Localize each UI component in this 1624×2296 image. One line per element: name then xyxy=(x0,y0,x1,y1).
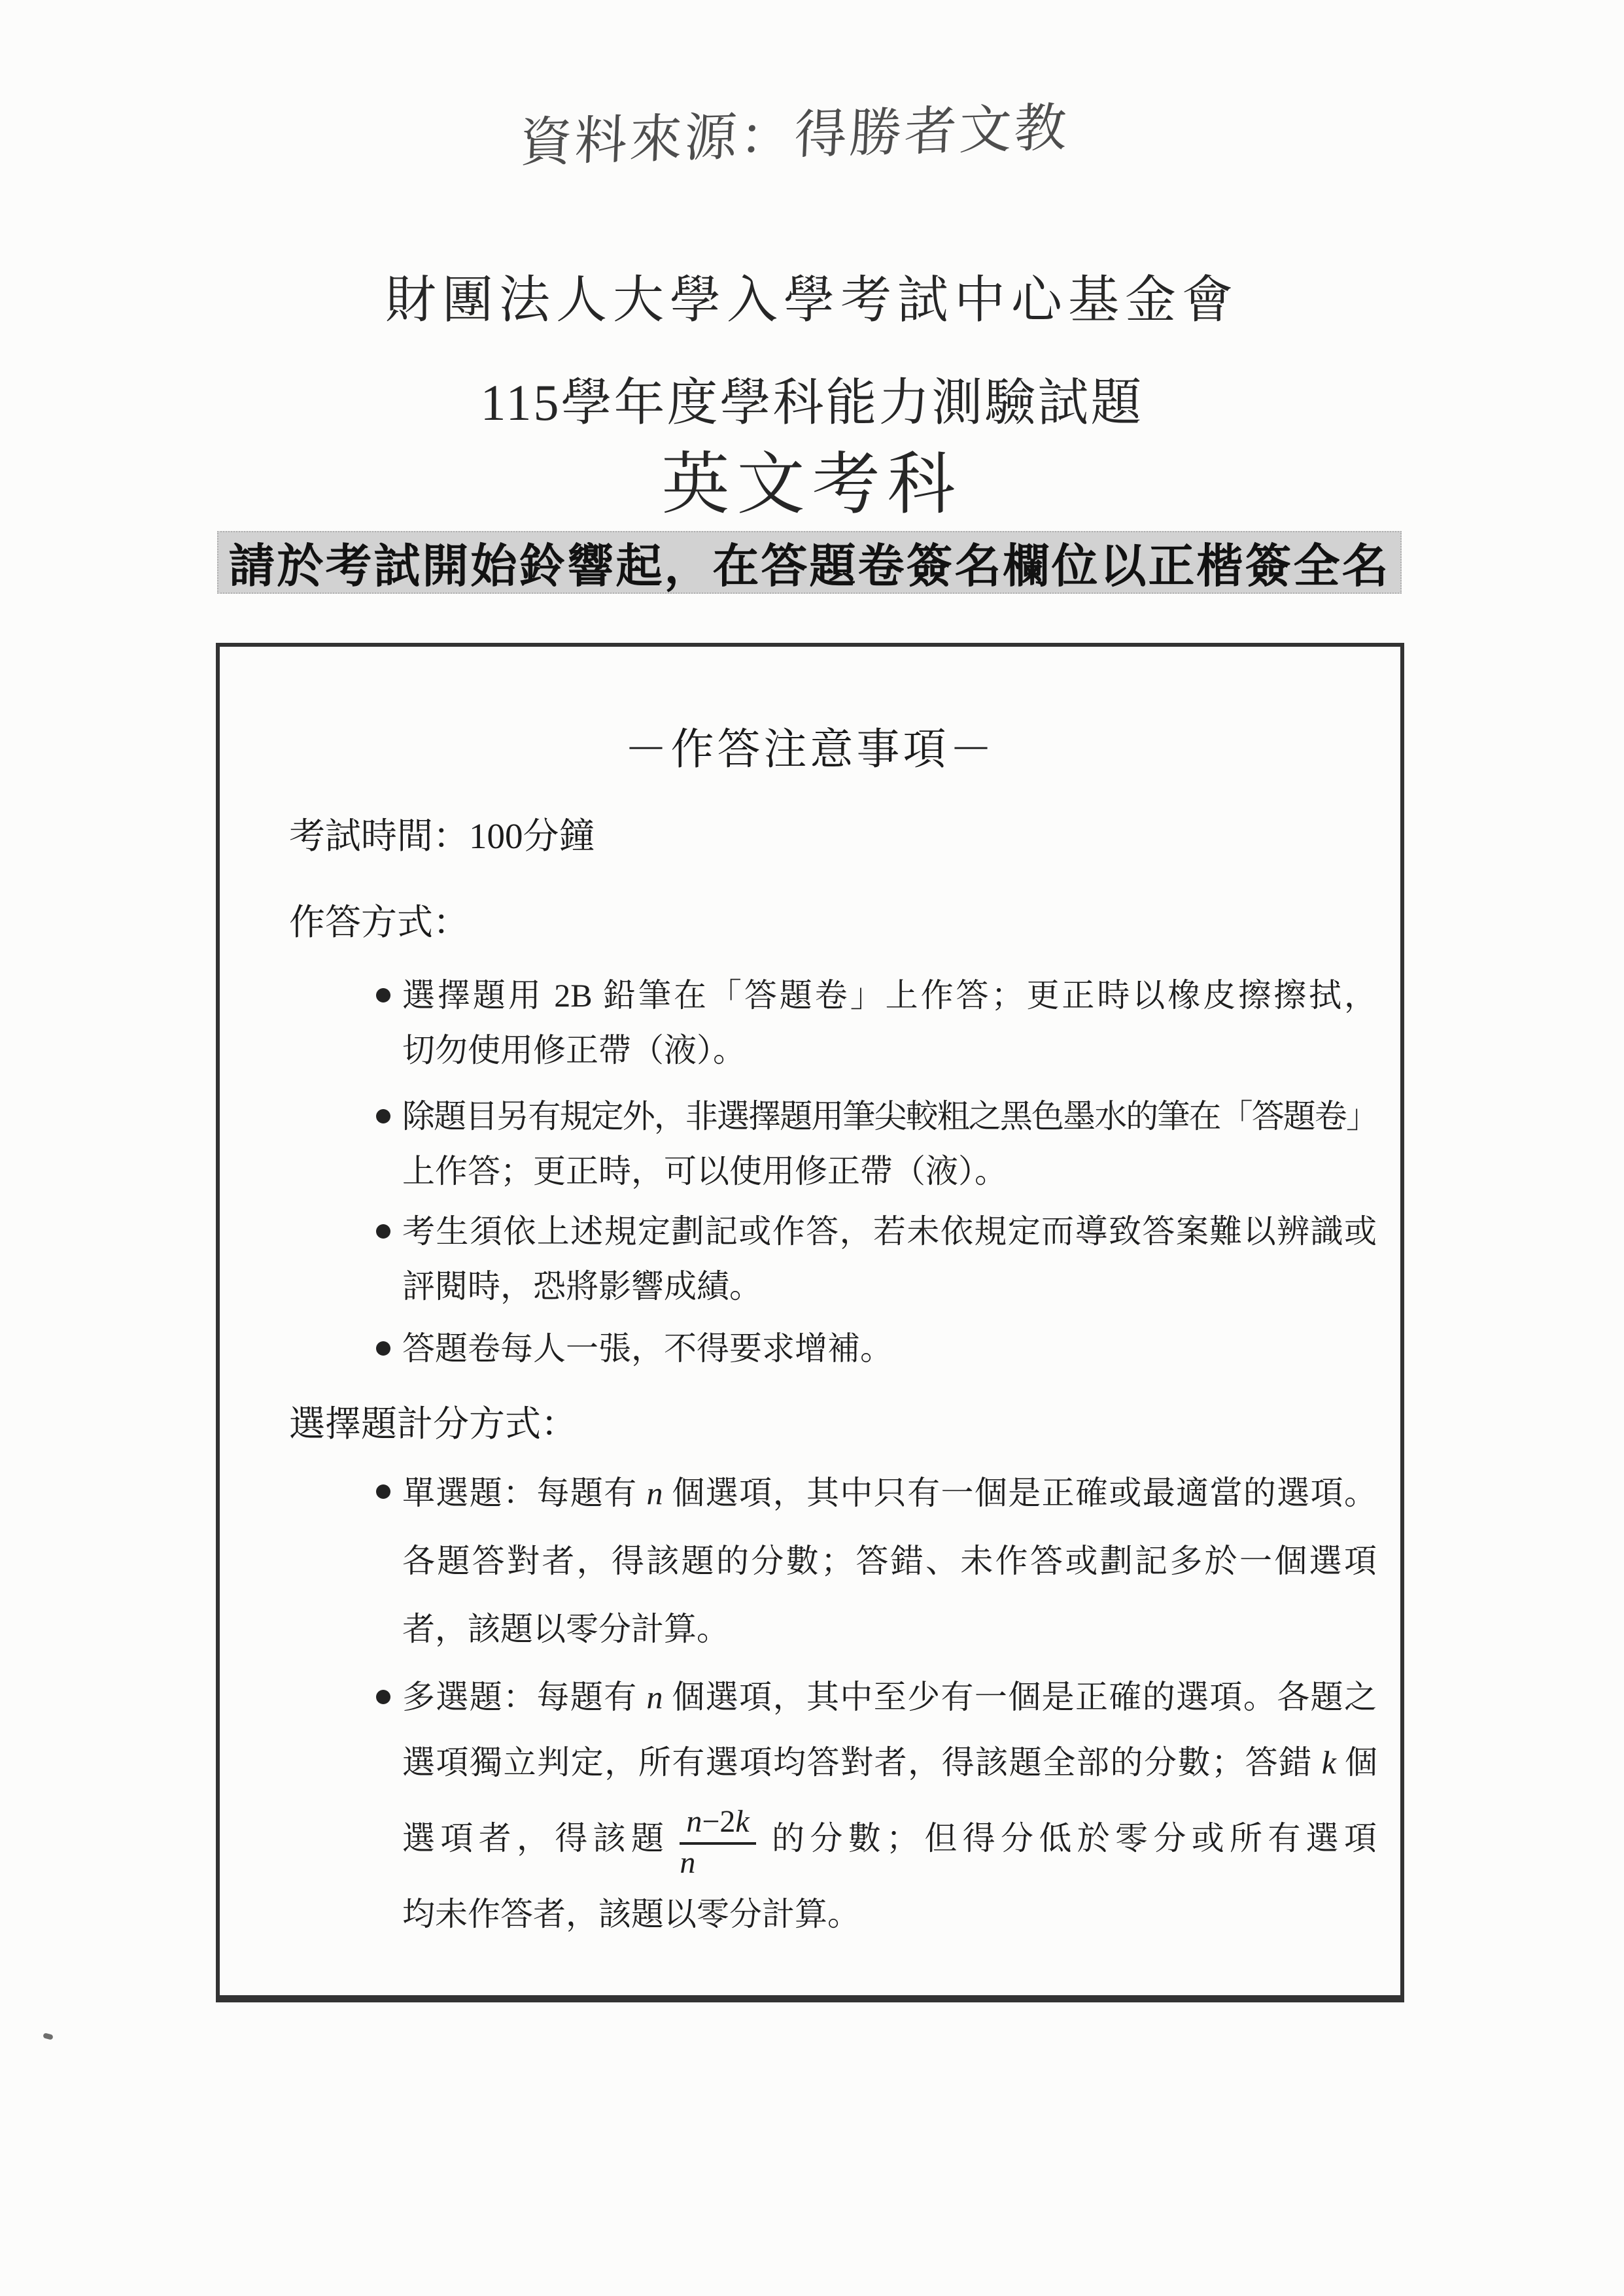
answer-method-bullet-3 xyxy=(402,1204,1377,1314)
variable-k: k xyxy=(1321,1744,1336,1781)
bullet-line xyxy=(402,1459,1377,1527)
text-segment: 個選項，其中至少有一個是正確的選項。各題之 xyxy=(663,1679,1377,1715)
variable-n: n xyxy=(646,1679,663,1715)
score-fraction xyxy=(680,1803,755,1881)
handwritten-source-note: 資料來源：得勝者文教 xyxy=(518,97,1071,173)
bullet-line-with-fraction xyxy=(402,1795,1377,1881)
bullet-dot-icon xyxy=(376,1224,390,1239)
exam-time-label: 考試時間：100分鐘 xyxy=(289,816,595,856)
text-segment: −2 xyxy=(702,1804,736,1839)
text-segment: 個 xyxy=(1335,1744,1377,1781)
signature-instruction-text: 請於考試開始鈴響起，在答題卷簽名欄位以正楷簽全名 xyxy=(228,541,1391,592)
exam-year-title: 115學年度學科能力測驗試題 xyxy=(480,374,1144,431)
variable-n: n xyxy=(686,1804,702,1839)
fraction-denominator: n xyxy=(680,1845,696,1880)
bullet-line: 考生須依上述規定劃記或作答，若未依規定而導致答案難以辨識或 xyxy=(402,1213,1377,1250)
text-segment: 個選項，其中只有一個是正確或最適當的選項。 xyxy=(663,1475,1377,1511)
notice-box xyxy=(216,643,1404,2002)
bullet-dot-icon xyxy=(376,1109,390,1123)
bullet-line: 答題卷每人一張，不得要求增補。 xyxy=(402,1330,893,1367)
bullet-line: 評閱時，恐將影響成績。 xyxy=(402,1268,762,1305)
bullet-dot-icon xyxy=(376,988,390,1002)
text-segment: 單選題：每題有 xyxy=(402,1475,647,1511)
variable-k: k xyxy=(735,1804,750,1839)
answer-method-bullet-1 xyxy=(402,968,1377,1078)
bullet-line xyxy=(402,1730,1377,1795)
bullet-dot-icon xyxy=(376,1690,390,1704)
scoring-method-label: 選擇題計分方式： xyxy=(289,1404,578,1444)
answer-method-label: 作答方式： xyxy=(289,902,470,942)
answer-method-bullet-4 xyxy=(402,1321,1377,1376)
text-segment: 的分數；但得分低於零分或所有選項 xyxy=(766,1820,1377,1857)
bullet-line: 各題答對者，得該題的分數；答錯、未作答或劃記多於一個選項 xyxy=(402,1543,1377,1579)
scoring-single-choice-bullet xyxy=(402,1459,1377,1663)
text-segment: 選項者，得該題 xyxy=(402,1820,670,1857)
signature-instruction-banner xyxy=(217,531,1402,594)
answer-method-bullet-2 xyxy=(402,1089,1377,1199)
bullet-line xyxy=(402,1664,1377,1730)
variable-n: n xyxy=(646,1475,663,1511)
notice-box-header: －作答注意事項－ xyxy=(624,726,996,774)
bullet-dot-icon xyxy=(376,1341,390,1356)
bullet-line: 除題目另有規定外，非選擇題用筆尖較粗之黑色墨水的筆在「答題卷」 xyxy=(402,1098,1377,1135)
scoring-multiple-choice-bullet xyxy=(402,1664,1377,1947)
bullet-dot-icon xyxy=(376,1484,390,1499)
ink-speck xyxy=(43,2032,54,2040)
subject-title: 英文考科 xyxy=(661,447,963,523)
bullet-line: 者，該題以零分計算。 xyxy=(402,1611,729,1647)
bullet-line: 選擇題用 2B 鉛筆在「答題卷」上作答；更正時以橡皮擦擦拭， xyxy=(402,977,1377,1014)
fraction-numerator xyxy=(680,1803,755,1845)
foundation-title: 財團法人大學入學考試中心基金會 xyxy=(385,271,1239,328)
text-segment: 多選題：每題有 xyxy=(402,1679,647,1715)
bullet-line: 切勿使用修正帶（液）。 xyxy=(402,1032,746,1069)
bullet-line: 均未作答者，該題以零分計算。 xyxy=(402,1896,860,1932)
text-segment: 選項獨立判定，所有選項均答對者，得該題全部的分數；答錯 xyxy=(402,1744,1322,1781)
bullet-line: 上作答；更正時，可以使用修正帶（液）。 xyxy=(402,1153,1007,1190)
